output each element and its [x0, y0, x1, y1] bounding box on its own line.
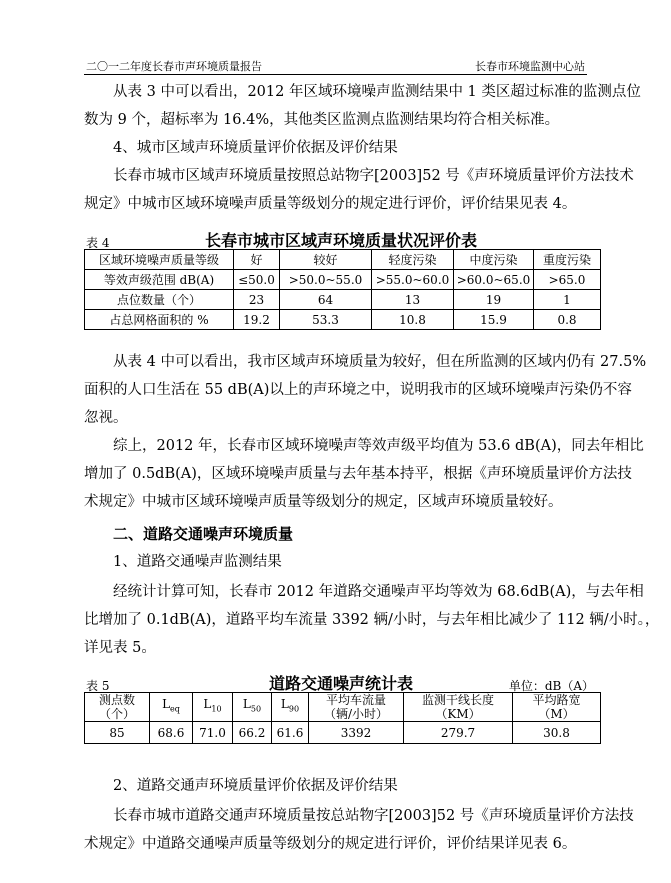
paragraph-line: 增加了 0.5dB(A)，区域环境噪声质量与去年基本持平，根据《声环境质量评价方法技: [84, 466, 632, 482]
table-cell: 好: [234, 250, 280, 270]
table-cell: 0.8: [534, 310, 601, 330]
table-cell: >60.0~65.0: [454, 270, 534, 290]
table-cell: 61.6: [272, 722, 309, 744]
table5-caption: [84, 671, 598, 693]
table4-caption: [84, 228, 598, 250]
paragraph-line: 从表 4 中可以看出，我市区域声环境质量为较好，但在所监测的区域内仍有 27.5%: [113, 354, 647, 370]
table-cell: 等效声级范围 dB(A): [85, 270, 234, 290]
table-cell: 19: [454, 290, 534, 310]
column-header-road-length: 监测干线长度 （KM）: [404, 693, 513, 722]
table5: [84, 692, 601, 744]
table5-number: 表 5: [86, 679, 110, 693]
table-cell: 19.2: [234, 310, 280, 330]
table-row: [85, 722, 601, 744]
table-row: [85, 270, 601, 290]
table-cell: 68.6: [150, 722, 193, 744]
paragraph-line: 综上，2012 年，长春市区域环境噪声等效声级平均值为 53.6 dB(A)，同去年相比: [113, 438, 644, 454]
section-heading: 4、城市区域声环境质量评价依据及评价结果: [113, 140, 398, 156]
column-header-leq: $L_{eq}$: [150, 693, 193, 722]
paragraph-line: 规定》中城市区域环境噪声质量等级划分的规定进行评价，评价结果见表 4。: [84, 196, 577, 212]
table4-title: 长春市城市区域声环境质量状况评价表: [204, 231, 477, 250]
table-cell: >55.0~60.0: [372, 270, 454, 290]
table-cell: 23: [234, 290, 280, 310]
table-cell: 点位数量（个）: [85, 290, 234, 310]
page-header: [84, 58, 587, 75]
paragraph-line: 详见表 5。: [84, 640, 156, 656]
table5-title: 道路交通噪声统计表: [268, 674, 413, 693]
table-cell: 66.2: [233, 722, 272, 744]
table-cell: 轻度污染: [372, 250, 454, 270]
table-cell: 13: [372, 290, 454, 310]
table-cell: 较好: [280, 250, 372, 270]
column-header-l10: $L_{10}$: [193, 693, 233, 722]
paragraph-line: 术规定》中城市区域环境噪声质量等级划分的规定，区域声环境质量较好。: [84, 494, 563, 510]
table-cell: 53.3: [280, 310, 372, 330]
table-cell: 1: [534, 290, 601, 310]
column-header-l50: $L_{50}$: [233, 693, 272, 722]
table-cell: ≤50.0: [234, 270, 280, 290]
table-cell: >65.0: [534, 270, 601, 290]
column-header-l90: $L_{90}$: [272, 693, 309, 722]
table-cell: 30.8: [513, 722, 601, 744]
table-cell: 64: [280, 290, 372, 310]
paragraph-line: 长春市城市区域声环境质量按照总站物字[2003]52 号《声环境质量评价方法技术: [113, 168, 634, 184]
table-cell: 区域环境噪声质量等级: [85, 250, 234, 270]
table-cell: 71.0: [193, 722, 233, 744]
table-row: [85, 290, 601, 310]
header-report-title: 二〇一二年度长春市声环境质量报告: [86, 60, 262, 73]
table-cell: 3392: [309, 722, 404, 744]
table-header-row: [85, 693, 601, 722]
paragraph-line: 术规定》中道路交通噪声质量等级划分的规定进行评价，评价结果详见表 6。: [84, 836, 577, 852]
paragraph-line: 忽视。: [84, 410, 128, 426]
paragraph-line: 比增加了 0.1dB(A)，道路平均车流量 3392 辆/小时，与去年相比减少了 112 辆/小时。，: [84, 612, 660, 628]
section-heading: 二、道路交通噪声环境质量: [113, 525, 294, 543]
table-cell: 85: [85, 722, 150, 744]
paragraph-line: 从表 3 中可以看出，2012 年区域环境噪声监测结果中 1 类区超过标准的监测点位: [113, 84, 641, 100]
table-cell: >50.0~55.0: [280, 270, 372, 290]
header-organization: 长春市环境监测中心站: [475, 60, 585, 73]
column-header-points: 测点数 （个）: [85, 693, 150, 722]
paragraph-line: 面积的人口生活在 55 dB(A)以上的声环境之中，说明我市的区域环境噪声污染仍不容: [84, 382, 632, 398]
table-cell: 279.7: [404, 722, 513, 744]
column-header-traffic-flow: 平均车流量 （辆/小时）: [309, 693, 404, 722]
table-cell: 15.9: [454, 310, 534, 330]
subsection-heading: 2、道路交通声环境质量评价依据及评价结果: [113, 778, 398, 794]
table-cell: 占总网格面积的 %: [85, 310, 234, 330]
table4: [84, 249, 601, 330]
paragraph-line: 数为 9 个，超标率为 16.4%，其他类区监测点监测结果均符合相关标准。: [84, 112, 560, 128]
paragraph-line: 经统计计算可知，长春市 2012 年道路交通噪声平均等效为 68.6dB(A)，与去年相: [113, 584, 644, 600]
paragraph-line: 长春市城市道路交通声环境质量按总站物字[2003]52 号《声环境质量评价方法技: [113, 808, 634, 824]
table5-unit: 单位：dB（A）: [508, 679, 594, 693]
table-row: [85, 310, 601, 330]
table-row: [85, 250, 601, 270]
table4-number: 表 4: [86, 236, 110, 250]
table-cell: 中度污染: [454, 250, 534, 270]
table-cell: 10.8: [372, 310, 454, 330]
subsection-heading: 1、道路交通噪声监测结果: [113, 554, 282, 570]
column-header-road-width: 平均路宽 （M）: [513, 693, 601, 722]
table-cell: 重度污染: [534, 250, 601, 270]
